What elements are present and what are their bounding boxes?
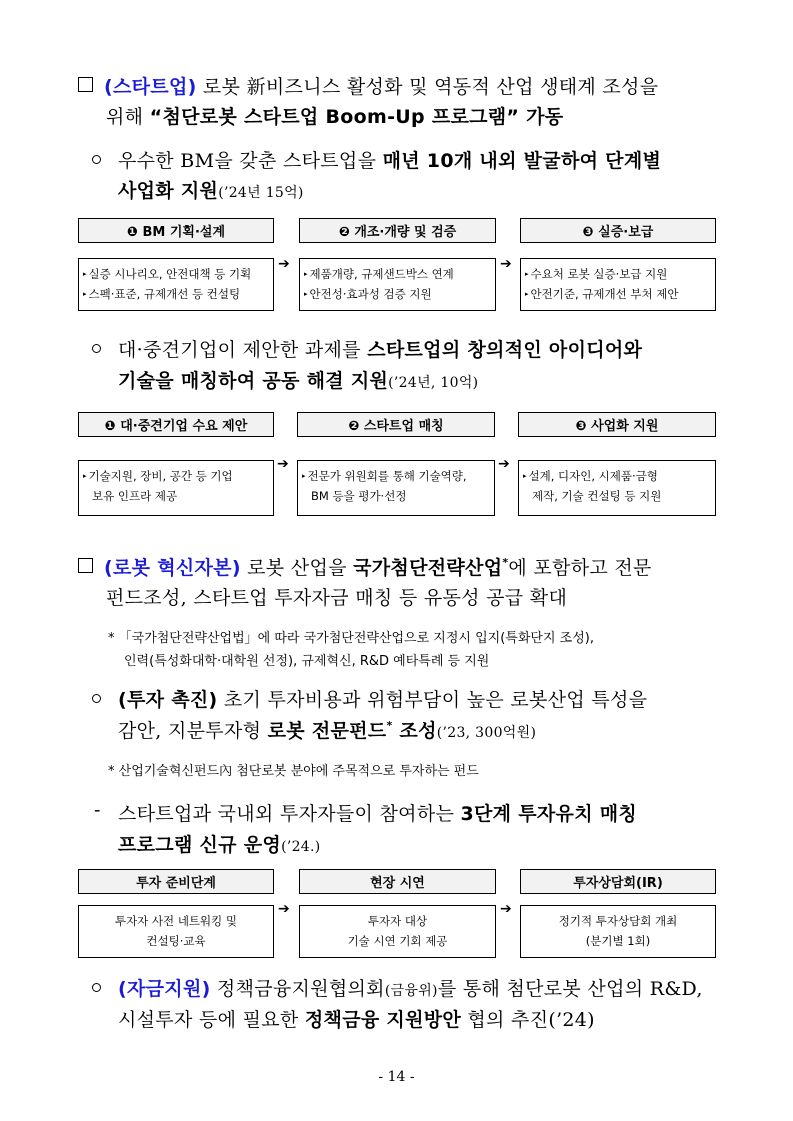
- flow1-box-3: ▸ 수요처 로봇 실증·보급 지원 ▸ 안전기준, 규제개선 부처 제안: [520, 258, 716, 311]
- s2-note1-line2: 인력(특성화대학·대학원 선정), 규제혁신, R&D 예타특례 등 지원: [124, 654, 490, 669]
- flow3-box-3: 정기적 투자상담회 개최 (분기별 1회): [520, 905, 716, 958]
- flow2-box-3: ▸ 설계, 디자인, 시제품·금형 제작, 기술 컨설팅 등 지원: [518, 460, 716, 516]
- flow1-header-1: ❶ BM 기획·설계: [78, 218, 274, 243]
- bullet-circle-icon: [92, 155, 101, 164]
- s2-p2-line1: 스타트업과 국내외 투자자들이 참여하는 3단계 투자유치 매칭: [118, 803, 638, 825]
- s2-p1-line1: (투자 촉진) 초기 투자비용과 위험부담이 높은 로봇산업 특성을: [118, 689, 648, 711]
- bullet-circle-icon: [92, 694, 101, 703]
- flow2-header-1: ❶ 대·중견기업 수요 제안: [78, 412, 274, 437]
- section2-line1: (로봇 혁신자본) 로봇 산업을 국가첨단전략산업*에 포함하고 전문: [104, 556, 652, 579]
- arrow-right-icon: ➔: [498, 456, 510, 472]
- arrow-right-icon: ➔: [278, 901, 290, 917]
- s2-p1-line2: 감안, 지분투자형 로봇 전문펀드* 조성(’23, 300억원): [118, 719, 537, 742]
- flow2-box-2: ▸ 전문가 위원회를 통해 기술역량, BM 등을 평가·선정: [297, 460, 495, 516]
- section1-line2: 위해 “첨단로봇 스타트업 Boom-Up 프로그램” 가동: [106, 106, 564, 128]
- s2-p2-dash: -: [94, 799, 101, 821]
- arrow-right-icon: ➔: [500, 901, 512, 917]
- section-marker-capital: [78, 558, 93, 573]
- bullet-circle-icon: [92, 344, 101, 353]
- section1-line1: (스타트업) 로봇 新비즈니스 활성화 및 역동적 산업 생태계 조성을: [104, 76, 659, 98]
- page-number: - 14 -: [378, 1069, 415, 1085]
- flow2-header-3: ❸ 사업화 지원: [518, 412, 716, 437]
- s1-p1-line1: 우수한 BM을 갖춘 스타트업을 매년 10개 내외 발굴하여 단계별: [118, 150, 662, 172]
- flow3-box-1: 투자자 사전 네트워킹 및 컨설팅·교육: [78, 905, 274, 958]
- arrow-right-icon: ➔: [500, 256, 512, 272]
- arrow-right-icon: ➔: [277, 456, 289, 472]
- flow1-box-2: ▸ 제품개량, 규제샌드박스 연계 ▸ 안전성·효과성 검증 지원: [299, 258, 496, 311]
- section2-tag: (로봇 혁신자본): [104, 557, 241, 579]
- flow3-header-2: 현장 시연: [299, 869, 496, 894]
- flow2-header-2: ❷ 스타트업 매칭: [297, 412, 495, 437]
- s2-p3-line2: 시설투자 등에 필요한 정책금융 지원방안 협의 추진(’24): [118, 1009, 595, 1031]
- s1-p2-line2: 기술을 매칭하여 공동 해결 지원(’24년, 10억): [118, 370, 479, 392]
- s1-p1-line2: 사업화 지원(’24년 15억): [118, 180, 304, 202]
- flow2-box-1: ▸ 기술지원, 장비, 공간 등 기업 보유 인프라 제공: [78, 460, 274, 516]
- flow3-header-3: 투자상담회(IR): [520, 869, 716, 894]
- flow3-header-1: 투자 준비단계: [78, 869, 274, 894]
- s2-note1-line1: * 「국가첨단전략산업법」에 따라 국가첨단전략산업으로 지정시 입지(특화단지 조성),: [108, 631, 594, 646]
- s1-p2-line1: 대·중견기업이 제안한 과제를 스타트업의 창의적인 아이디어와: [118, 339, 643, 361]
- s2-p3-line1: (자금지원) 정책금융지원협의회(금융위)를 통해 첨단로봇 산업의 R&D,: [118, 978, 703, 1000]
- flow1-box-1: ▸ 실증 시나리오, 안전대책 등 기획 ▸ 스펙·표준, 규제개선 등 컨설팅: [78, 258, 274, 311]
- flow1-header-2: ❷ 개조·개량 및 검증: [299, 218, 496, 243]
- flow3-box-2: 투자자 대상 기술 시연 기회 제공: [299, 905, 496, 958]
- s2-p2-line2: 프로그램 신규 운영(’24.): [118, 834, 321, 856]
- s2-p1-note: * 산업기술혁신펀드內 첨단로봇 분야에 주목적으로 투자하는 펀드: [108, 764, 479, 779]
- section-marker-startup: [78, 77, 93, 92]
- section2-line2: 펀드조성, 스타트업 투자자금 매칭 등 유동성 공급 확대: [106, 587, 568, 609]
- flow1-header-3: ❸ 실증·보급: [520, 218, 716, 243]
- arrow-right-icon: ➔: [278, 256, 290, 272]
- section1-tag: (스타트업): [104, 76, 197, 98]
- bullet-circle-icon: [92, 983, 101, 992]
